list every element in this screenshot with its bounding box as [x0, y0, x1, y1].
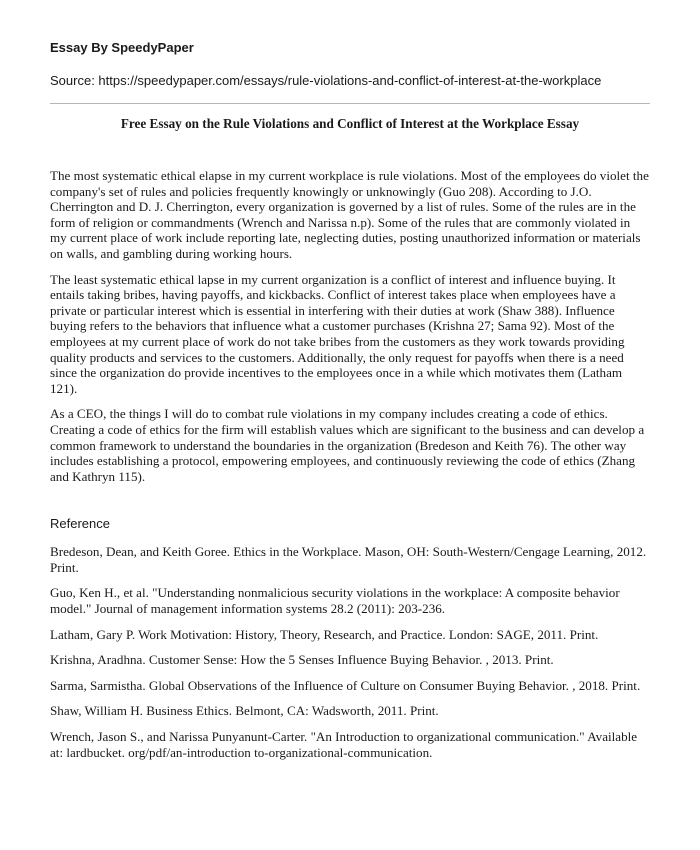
references-heading: Reference: [50, 516, 110, 532]
reference-item: Shaw, William H. Business Ethics. Belmont, CA: Wadsworth, 2011. Print.: [50, 703, 439, 719]
source-line: Source: https://speedypaper.com/essays/rule-violations-and-conflict-of-interest-at-the-workplace: [50, 73, 602, 88]
references-list: [50, 544, 650, 760]
reference-item: Bredeson, Dean, and Keith Goree. Ethics in the Workplace. Mason, OH: South-Western/Cengage Learning, 2012. Print.: [50, 544, 647, 575]
essay-body: [50, 168, 650, 484]
essay-paragraph: The most systematic ethical elapse in my current workplace is rule violations. Most of the employees do violet the company's set of rules and policies frequently knowingly or unknowingly (Guo 208). According to J.O. Cherrington and D. J. Cherrington, every organization is governed by a list of rules. Some of the rules are in the form of religion or commandments (Wrench and Narissa n.p). Some of the rules that are commonly violated in my current place of work include reporting late, neglecting duties, posting unauthorized information or materials on walls, and gambling during working hours.: [50, 168, 649, 261]
brand-title: Essay By SpeedyPaper: [50, 40, 194, 55]
reference-item: Latham, Gary P. Work Motivation: History, Theory, Research, and Practice. London: SAGE, 2011. Print.: [50, 626, 599, 642]
header-divider: [50, 103, 650, 104]
reference-item: Sarma, Sarmistha. Global Observations of the Influence of Culture on Consumer Buying Behavior. , 2018. Print.: [50, 677, 641, 693]
reference-item: Krishna, Aradhna. Customer Sense: How the 5 Senses Influence Buying Behavior. , 2013. Print.: [50, 652, 554, 668]
reference-item: Wrench, Jason S., and Narissa Punyanunt-Carter. "An Introduction to organizational communication." Available at: lardbucket. org/pdf/an-introduction to-organizational-communication.: [50, 729, 638, 760]
document-page: [50, 40, 650, 770]
essay-paragraph: The least systematic ethical lapse in my current organization is a conflict of interest and influence buying. It entails taking bribes, having payoffs, and kickbacks. Conflict of interest takes place when employees have a private or particular interest which is essential in interfering with their duties at work (Shaw 388). Influence buying refers to the behaviors that influence what a customer purchases (Krishna 27; Sama 92). Most of the employees at my current place of work do not take bribes from the customers as they work towards providing quality products and services to the customers. Additionally, the only request for payoffs when there is a need since the organization do provide incentives to the employees once in a while which motivates them (Latham 121).: [50, 271, 625, 396]
essay-title: Free Essay on the Rule Violations and Conflict of Interest at the Workplace Essay: [120, 116, 580, 131]
reference-item: Guo, Ken H., et al. "Understanding nonmalicious security violations in the workplace: A composite behavior model." Journal of management information systems 28.2 (2011): 203-236.: [50, 585, 620, 617]
essay-paragraph: As a CEO, the things I will do to combat rule violations in my company includes creating a code of ethics. Creating a code of ethics for the firm will establish values which are significant to the business and can develop a common framework to understand the boundaries in the organization (Bredeson and Keith 76). The other way includes establishing a protocol, empowering employees, and continuously reviewing the code of ethics (Zhang and Kathryn 115).: [50, 406, 645, 484]
